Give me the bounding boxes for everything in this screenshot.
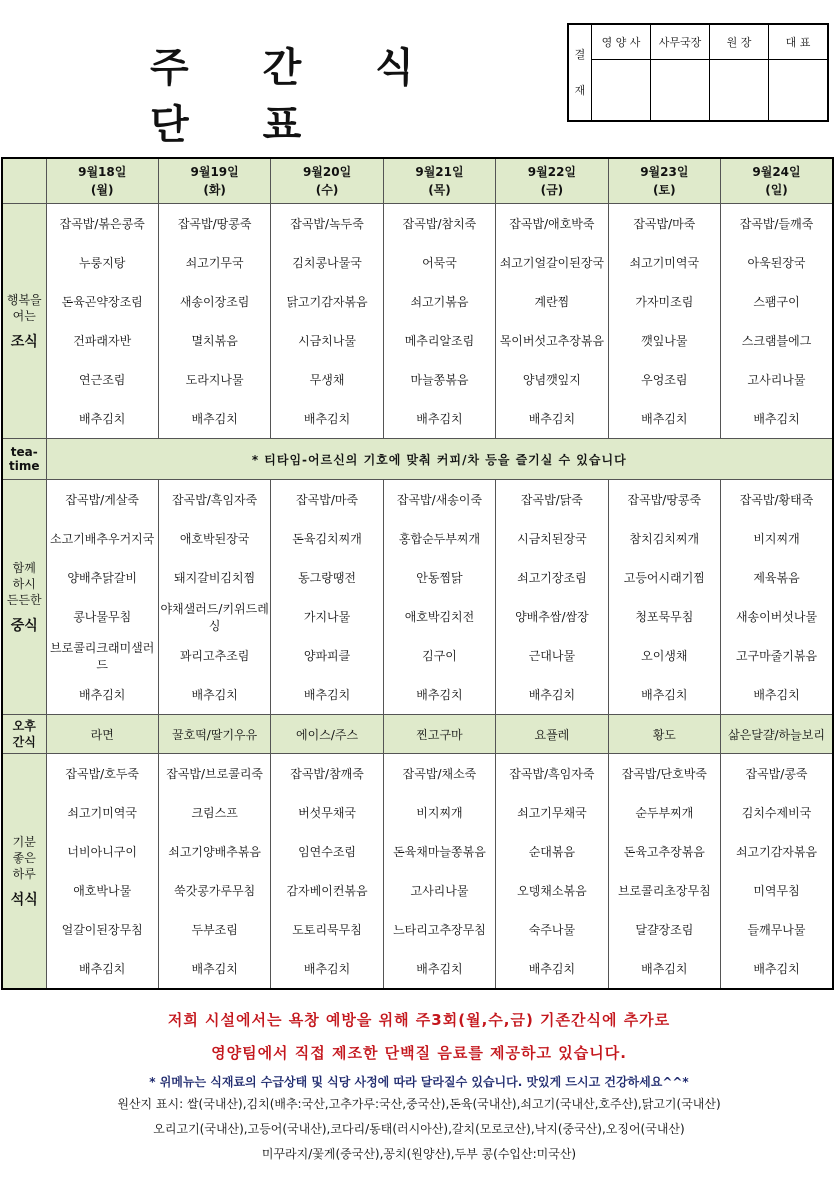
- menu-item: 돼지갈비김치찜: [158, 558, 270, 597]
- day-of-week-label: (일): [765, 183, 788, 197]
- menu-item: 아욱된장국: [721, 243, 833, 282]
- menu-item: 건파래자반: [46, 321, 158, 360]
- menu-item: 두부조림: [158, 910, 270, 949]
- menu-item: 너비아니구이: [46, 832, 158, 871]
- signature-box: [592, 60, 651, 122]
- dinner-row: [2, 832, 833, 871]
- dinner-row: [2, 949, 833, 989]
- menu-item: 동그랑땡전: [271, 558, 383, 597]
- menu-item: 홍합순두부찌개: [383, 519, 495, 558]
- breakfast-row: [2, 204, 833, 244]
- menu-item: 가지나물: [271, 597, 383, 636]
- menu-item: 잡곡밥/호두죽: [46, 754, 158, 794]
- date-label: 9월23일: [640, 165, 689, 179]
- menu-item: 배추김치: [158, 399, 270, 439]
- menu-item: 시금치나물: [271, 321, 383, 360]
- lunch-row: [2, 597, 833, 636]
- day-of-week-label: (토): [653, 183, 676, 197]
- menu-item: 애호박된장국: [158, 519, 270, 558]
- lunch-label-big: 중식: [10, 618, 38, 634]
- menu-item: 김구이: [383, 636, 495, 675]
- lunch-label-small: 함께: [12, 561, 36, 575]
- menu-item: 돈육곤약장조림: [46, 282, 158, 321]
- menu-item: 양념깻잎지: [496, 360, 608, 399]
- menu-item: 우엉조림: [608, 360, 720, 399]
- menu-item: 크림스프: [158, 793, 270, 832]
- day-of-week-label: (화): [203, 183, 226, 197]
- breakfast-row: [2, 399, 833, 439]
- menu-item: 잡곡밥/땅콩죽: [608, 480, 720, 520]
- dinner-label-big: 석식: [10, 892, 38, 908]
- menu-item: 목이버섯고추장볶음: [496, 321, 608, 360]
- day-of-week-label: (목): [428, 183, 451, 197]
- date-header: [608, 158, 720, 204]
- lunch-label: [2, 480, 46, 715]
- dinner-row: [2, 871, 833, 910]
- menu-item: 계란찜: [496, 282, 608, 321]
- snack-item: 찐고구마: [383, 715, 495, 754]
- menu-item: 근대나물: [496, 636, 608, 675]
- menu-item: 잡곡밥/황태죽: [721, 480, 833, 520]
- dinner-row: [2, 793, 833, 832]
- menu-item: 얼갈이된장무침: [46, 910, 158, 949]
- menu-item: 배추김치: [271, 399, 383, 439]
- lunch-label-small: 든든한: [6, 593, 42, 607]
- lunch-row: [2, 519, 833, 558]
- menu-item: 돈육채마늘쫑볶음: [383, 832, 495, 871]
- menu-item: 메추리알조림: [383, 321, 495, 360]
- menu-item: 잡곡밥/들깨죽: [721, 204, 833, 244]
- menu-item: 잡곡밥/닭죽: [496, 480, 608, 520]
- approval-box: [567, 23, 829, 122]
- menu-item: 배추김치: [158, 675, 270, 715]
- breakfast-label-big: 조식: [10, 334, 38, 350]
- menu-item: 가자미조림: [608, 282, 720, 321]
- menu-item: 배추김치: [383, 675, 495, 715]
- menu-item: 잡곡밥/애호박죽: [496, 204, 608, 244]
- breakfast-row: [2, 360, 833, 399]
- menu-item: 배추김치: [46, 949, 158, 989]
- menu-item: 고사리나물: [383, 871, 495, 910]
- menu-item: 들깨무나물: [721, 910, 833, 949]
- menu-item: 잡곡밥/브로콜리죽: [158, 754, 270, 794]
- approval-header: 원 장: [710, 24, 769, 60]
- menu-item: 멸치볶음: [158, 321, 270, 360]
- signature-box: [769, 60, 829, 122]
- menu-item: 애호박나물: [46, 871, 158, 910]
- date-header: [383, 158, 495, 204]
- menu-item: 스크램블에그: [721, 321, 833, 360]
- menu-item: 배추김치: [496, 675, 608, 715]
- menu-item: 애호박김치전: [383, 597, 495, 636]
- menu-item: 배추김치: [608, 399, 720, 439]
- menu-item: 잡곡밥/흑임자죽: [496, 754, 608, 794]
- snack-item: 에이스/주스: [271, 715, 383, 754]
- teatime-label-line: time: [9, 459, 40, 473]
- menu-item: 잡곡밥/게살죽: [46, 480, 158, 520]
- menu-item: 양배추닭갈비: [46, 558, 158, 597]
- page-title: 주 간 식 단 표: [150, 45, 444, 148]
- menu-item: 쇠고기미역국: [46, 793, 158, 832]
- approval-header: 대 표: [769, 24, 829, 60]
- menu-item: 쑥갓콩가루무침: [158, 871, 270, 910]
- date-header: [158, 158, 270, 204]
- menu-item: 무생채: [271, 360, 383, 399]
- menu-item: 콩나물무침: [46, 597, 158, 636]
- menu-item: 쇠고기무채국: [496, 793, 608, 832]
- menu-item: 쇠고기장조림: [496, 558, 608, 597]
- menu-item: 깻잎나물: [608, 321, 720, 360]
- breakfast-row: [2, 243, 833, 282]
- menu-item: 고구마줄기볶음: [721, 636, 833, 675]
- dinner-label-small: 하루: [12, 867, 36, 881]
- snack-label: [2, 715, 46, 754]
- menu-item: 배추김치: [158, 949, 270, 989]
- notice-line-1: 저희 시설에서는 욕창 예방을 위해 주3회(월,수,금) 기존간식에 추가로: [167, 1011, 671, 1029]
- approval-header: 사무국장: [651, 24, 710, 60]
- menu-item: 쇠고기볶음: [383, 282, 495, 321]
- menu-item: 새송이버섯나물: [721, 597, 833, 636]
- menu-item: 어묵국: [383, 243, 495, 282]
- lunch-row: [2, 558, 833, 597]
- date-label: 9월19일: [190, 165, 239, 179]
- date-label: 9월21일: [415, 165, 464, 179]
- menu-item: 버섯무채국: [271, 793, 383, 832]
- menu-item: 안동찜닭: [383, 558, 495, 597]
- menu-item: 도라지나물: [158, 360, 270, 399]
- snack-label-line: 오후: [12, 719, 36, 733]
- menu-item: 임연수조림: [271, 832, 383, 871]
- snack-label-line: 간식: [12, 735, 36, 749]
- menu-item: 오이생채: [608, 636, 720, 675]
- approval-side-label: 결 재: [568, 24, 592, 121]
- approval-header: 영 양 사: [592, 24, 651, 60]
- menu-item: 배추김치: [271, 675, 383, 715]
- snack-item: 요플레: [496, 715, 608, 754]
- menu-item: 배추김치: [383, 949, 495, 989]
- menu-item: 마늘쫑볶음: [383, 360, 495, 399]
- snack-item: 황도: [608, 715, 720, 754]
- menu-item: 야채샐러드/키위드레싱: [158, 597, 270, 636]
- menu-item: 잡곡밥/마죽: [271, 480, 383, 520]
- menu-item: 느타리고추장무침: [383, 910, 495, 949]
- origin-line-3: 미꾸라지/꽃게(중국산),꽁치(원양산),두부 콩(수입산:미국산): [261, 1147, 577, 1161]
- breakfast-label-small: 여는: [12, 309, 36, 323]
- date-header: [496, 158, 608, 204]
- menu-item: 잡곡밥/참치죽: [383, 204, 495, 244]
- teatime-text: * 티타임-어르신의 기호에 맞춰 커피/차 등을 즐기실 수 있습니다: [46, 439, 833, 480]
- menu-item: 배추김치: [721, 949, 833, 989]
- menu-item: 브로콜리초장무침: [608, 871, 720, 910]
- snack-row: [2, 715, 833, 754]
- day-of-week-label: (수): [315, 183, 339, 197]
- menu-item: 배추김치: [46, 399, 158, 439]
- menu-item: 배추김치: [383, 399, 495, 439]
- menu-item: 숙주나물: [496, 910, 608, 949]
- lunch-row: [2, 636, 833, 675]
- lunch-label-small: 하시: [12, 577, 36, 591]
- menu-item: 배추김치: [496, 399, 608, 439]
- menu-item: 쇠고기미역국: [608, 243, 720, 282]
- menu-item: 고사리나물: [721, 360, 833, 399]
- menu-item: 청포묵무침: [608, 597, 720, 636]
- menu-item: 새송이장조림: [158, 282, 270, 321]
- breakfast-label-small: 행복을: [6, 293, 42, 307]
- corner-cell: [2, 158, 46, 204]
- menu-item: 오뎅채소볶음: [496, 871, 608, 910]
- menu-item: 잡곡밥/참깨죽: [271, 754, 383, 794]
- day-of-week-label: (월): [90, 183, 114, 197]
- snack-item: 꿀호떡/딸기우유: [158, 715, 270, 754]
- teatime-row: [2, 439, 833, 480]
- menu-item: 비지찌개: [383, 793, 495, 832]
- dinner-row: [2, 910, 833, 949]
- menu-item: 김치콩나물국: [271, 243, 383, 282]
- date-label: 9월20일: [302, 165, 352, 179]
- menu-item: 제육볶음: [721, 558, 833, 597]
- menu-item: 참치김치찌개: [608, 519, 720, 558]
- dinner-label-small: 좋은: [12, 851, 36, 865]
- dinner-row: [2, 754, 833, 794]
- breakfast-label: [2, 204, 46, 439]
- breakfast-row: [2, 321, 833, 360]
- menu-item: 고등어시래기찜: [608, 558, 720, 597]
- snack-item: 라면: [46, 715, 158, 754]
- notice-line-3: * 위메뉴는 식재료의 수급상태 및 식당 사정에 따라 달라질수 있습니다. 맛있게 드시고 건강하세요^^*: [149, 1075, 689, 1089]
- menu-item: 미역무침: [721, 871, 833, 910]
- lunch-row: [2, 480, 833, 520]
- menu-item: 시금치된장국: [496, 519, 608, 558]
- date-label: 9월24일: [752, 165, 801, 179]
- menu-item: 소고기배추우거지국: [46, 519, 158, 558]
- menu-item: 돈육김치찌개: [271, 519, 383, 558]
- snack-item: 삶은달걀/하늘보리: [721, 715, 833, 754]
- menu-item: 쇠고기감자볶음: [721, 832, 833, 871]
- menu-item: 쇠고기무국: [158, 243, 270, 282]
- date-header: [721, 158, 833, 204]
- signature-box: [710, 60, 769, 122]
- menu-item: 배추김치: [271, 949, 383, 989]
- menu-item: 양파피클: [271, 636, 383, 675]
- menu-item: 꽈리고추조림: [158, 636, 270, 675]
- dinner-label-small: 기분: [12, 835, 36, 849]
- lunch-row: [2, 675, 833, 715]
- menu-item: 누룽지탕: [46, 243, 158, 282]
- menu-item: 돈육고추장볶음: [608, 832, 720, 871]
- dinner-label: [2, 754, 46, 990]
- menu-item: 잡곡밥/흑임자죽: [158, 480, 270, 520]
- menu-item: 순대볶음: [496, 832, 608, 871]
- menu-item: 잡곡밥/볶은콩죽: [46, 204, 158, 244]
- notice-line-2: 영양팀에서 직접 제조한 단백질 음료를 제공하고 있습니다.: [211, 1044, 627, 1062]
- menu-item: 순두부찌개: [608, 793, 720, 832]
- menu-item: 배추김치: [721, 399, 833, 439]
- menu-item: 잡곡밥/새송이죽: [383, 480, 495, 520]
- date-label: 9월18일: [78, 165, 127, 179]
- menu-item: 잡곡밥/채소죽: [383, 754, 495, 794]
- menu-item: 닭고기감자볶음: [271, 282, 383, 321]
- date-header-row: [2, 158, 833, 204]
- menu-item: 스팸구이: [721, 282, 833, 321]
- menu-item: 달걀장조림: [608, 910, 720, 949]
- day-of-week-label: (금): [540, 183, 564, 197]
- menu-item: 잡곡밥/단호박죽: [608, 754, 720, 794]
- menu-item: 감자베이컨볶음: [271, 871, 383, 910]
- menu-item: 배추김치: [608, 675, 720, 715]
- menu-item: 배추김치: [608, 949, 720, 989]
- menu-item: 잡곡밥/녹두죽: [271, 204, 383, 244]
- menu-item: 브로콜리크래미샐러드: [46, 636, 158, 675]
- date-header: [46, 158, 158, 204]
- teatime-label-line: tea-: [10, 445, 38, 459]
- date-label: 9월22일: [527, 165, 577, 179]
- menu-item: 잡곡밥/땅콩죽: [158, 204, 270, 244]
- menu-item: 김치수제비국: [721, 793, 833, 832]
- menu-item: 연근조림: [46, 360, 158, 399]
- menu-item: 잡곡밥/콩죽: [721, 754, 833, 794]
- notes-section: [0, 1003, 838, 1167]
- menu-item: 배추김치: [496, 949, 608, 989]
- weekly-menu-table: [1, 157, 834, 990]
- date-header: [271, 158, 383, 204]
- menu-item: 도토리묵무침: [271, 910, 383, 949]
- menu-item: 배추김치: [721, 675, 833, 715]
- teatime-label: [2, 439, 46, 480]
- menu-item: 쇠고기얼갈이된장국: [496, 243, 608, 282]
- menu-item: 잡곡밥/마죽: [608, 204, 720, 244]
- origin-line-2: 오리고기(국내산),고등어(국내산),코다리/동태(러시아산),갈치(모로코산),낙지(중국산),오징어(국내산): [153, 1122, 685, 1136]
- origin-line-1: 원산지 표시: 쌀(국내산),김치(배추:국산,고추가루:국산,중국산),돈육(국내산),쇠고기(국내산,호주산),닭고기(국내산): [117, 1097, 721, 1111]
- signature-box: [651, 60, 710, 122]
- menu-item: 비지찌개: [721, 519, 833, 558]
- breakfast-row: [2, 282, 833, 321]
- menu-item: 양배추쌈/쌈장: [496, 597, 608, 636]
- menu-item: 쇠고기양배추볶음: [158, 832, 270, 871]
- menu-item: 배추김치: [46, 675, 158, 715]
